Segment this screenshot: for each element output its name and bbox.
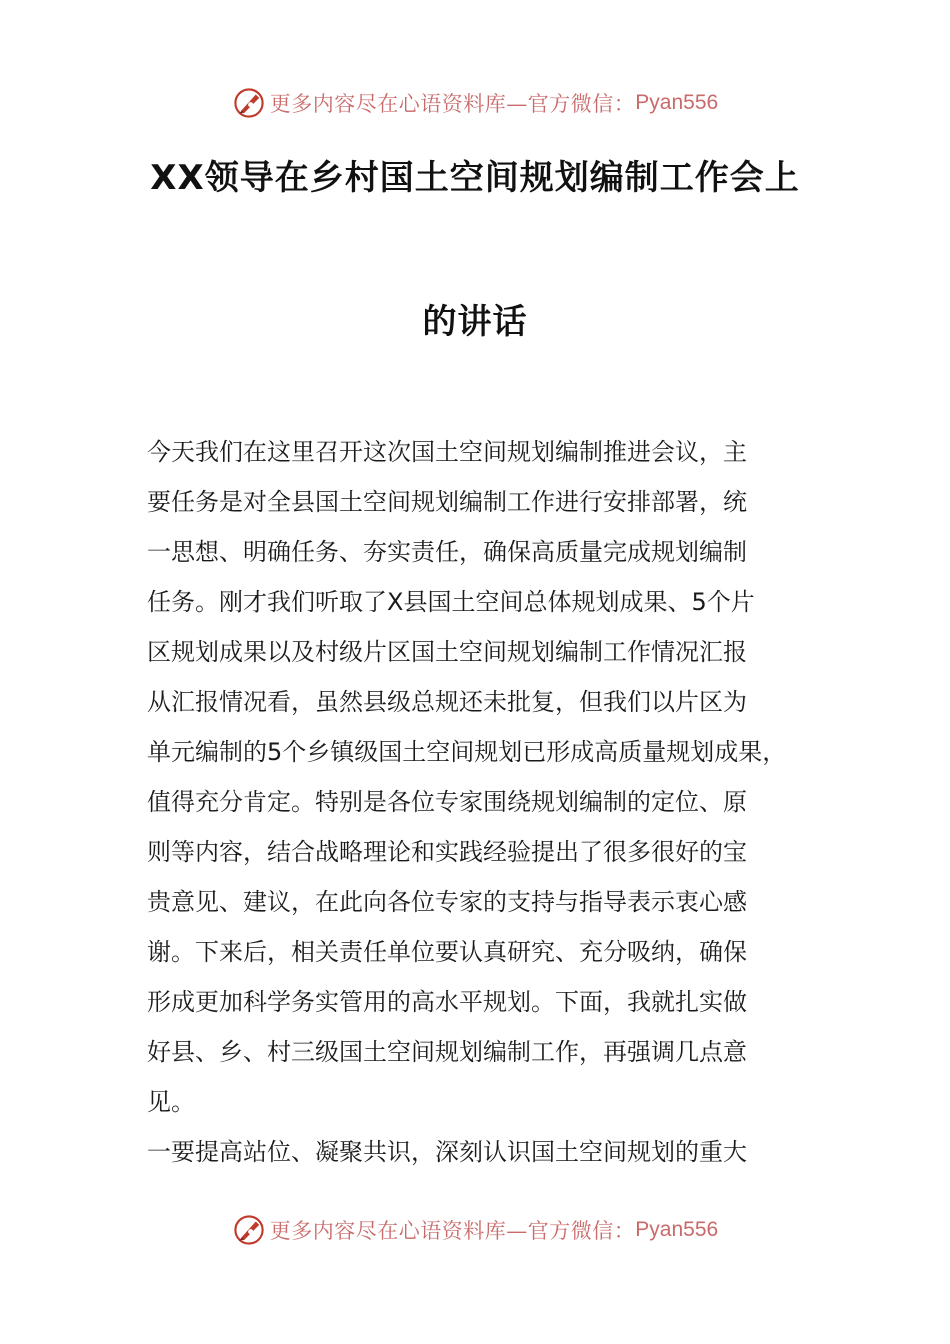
body-line: 则等内容，结合战略理论和实践经验提出了很多很好的宝	[147, 838, 747, 866]
document-title-line2: 的讲话	[422, 302, 528, 342]
body-line: 一思想、明确任务、夯实责任，确保高质量完成规划编制	[147, 538, 747, 566]
body-line: 今天我们在这里召开这次国土空间规划编制推进会议，主	[147, 438, 747, 466]
body-line: 值得充分肯定。特别是各位专家围绕规划编制的定位、原	[147, 788, 747, 816]
body-line: 任务。刚才我们听取了X县国土空间总体规划成果、5个片	[147, 588, 755, 616]
pen-logo-icon	[232, 86, 266, 120]
footer-wechat-id: Pyan556	[635, 1218, 719, 1241]
body-line: 好县、乡、村三级国土空间规划编制工作，再强调几点意	[147, 1038, 747, 1066]
footer-banner	[0, 1210, 950, 1250]
document-title-line1: XX领导在乡村国土空间规划编制工作会上	[150, 158, 800, 198]
footer-banner-text: 更多内容尽在心语资料库—官方微信：	[269, 1219, 636, 1243]
body-line: 从汇报情况看，虽然县级总规还未批复，但我们以片区为	[147, 688, 747, 716]
body-line: 贵意见、建议，在此向各位专家的支持与指导表示衷心感	[147, 888, 747, 916]
header-banner-text: 更多内容尽在心语资料库—官方微信：	[269, 92, 636, 116]
body-line: 一要提高站位、凝聚共识，深刻认识国土空间规划的重大	[147, 1138, 747, 1166]
body-line: 要任务是对全县国土空间规划编制工作进行安排部署，统	[147, 488, 747, 516]
body-line: 区规划成果以及村级片区国土空间规划编制工作情况汇报	[147, 638, 747, 666]
header-banner	[0, 83, 950, 123]
header-wechat-id: Pyan556	[635, 91, 719, 114]
body-line: 单元编制的5个乡镇级国土空间规划已形成高质量规划成果，	[147, 738, 787, 766]
pen-logo-icon	[232, 1213, 266, 1247]
body-line: 见。	[147, 1088, 195, 1116]
body-line: 形成更加科学务实管用的高水平规划。下面，我就扎实做	[147, 988, 747, 1016]
body-line: 谢。下来后，相关责任单位要认真研究、充分吸纳，确保	[147, 938, 747, 966]
document-body	[147, 427, 807, 1177]
